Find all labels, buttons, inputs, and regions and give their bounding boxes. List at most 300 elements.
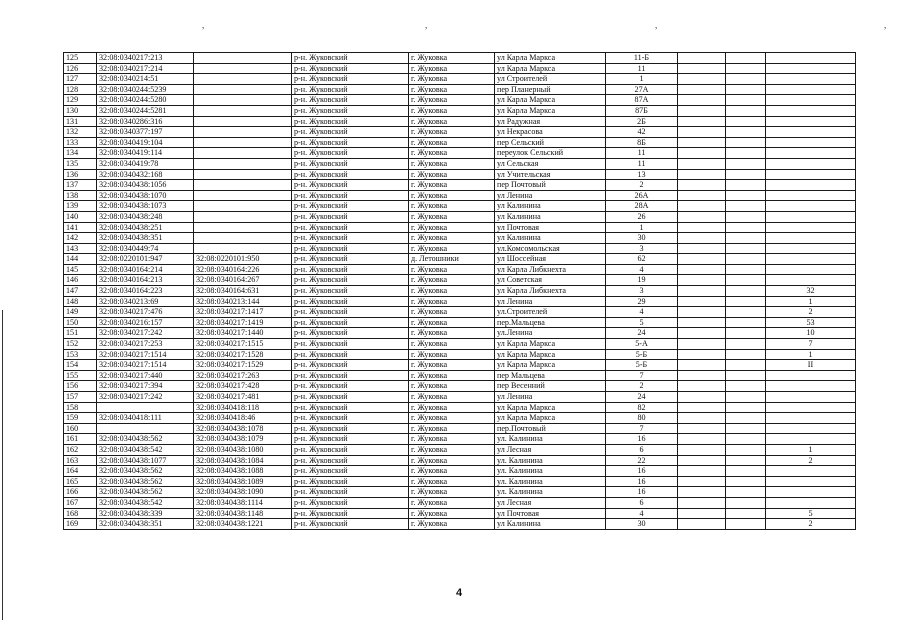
cell-extra-col-1 — [678, 84, 726, 95]
cell-locality: г. Жуковка — [409, 84, 495, 95]
cell-district: р-н. Жуковский — [292, 63, 409, 74]
cell-cadastral-number: 32:08:0340438:351 — [97, 519, 194, 530]
cell-cadastral-number: 32:08:0340438:1077 — [97, 455, 194, 466]
table-row — [64, 84, 856, 95]
cell-district: р-н. Жуковский — [292, 519, 409, 530]
cell-building-cadastral-number: 32:08:0340217:481 — [194, 392, 292, 403]
cell-locality: г. Жуковка — [409, 148, 495, 159]
cell-house-number: 3 — [606, 243, 678, 254]
cell-locality: г. Жуковка — [409, 466, 495, 477]
cell-extra-col-1 — [678, 211, 726, 222]
cell-district: р-н. Жуковский — [292, 476, 409, 487]
cell-house-number: 1 — [606, 222, 678, 233]
cell-row-number: 135 — [64, 158, 97, 169]
cell-locality: г. Жуковка — [409, 434, 495, 445]
cell-street: пер Почтовый — [495, 180, 606, 191]
cell-extra-col-1 — [678, 169, 726, 180]
cell-cadastral-number: 32:08:0340217:476 — [97, 307, 194, 318]
cell-extra-col-2 — [726, 413, 766, 424]
cell-cadastral-number: 32:08:0340214:51 — [97, 74, 194, 85]
cell-row-number: 134 — [64, 148, 97, 159]
cell-house-number: 1 — [606, 74, 678, 85]
cell-extra-col-2 — [726, 63, 766, 74]
cell-extra-col-1 — [678, 201, 726, 212]
cell-district: р-н. Жуковский — [292, 211, 409, 222]
cell-locality: г. Жуковка — [409, 190, 495, 201]
cell-row-number: 133 — [64, 137, 97, 148]
cell-building-cadastral-number — [194, 222, 292, 233]
cell-cadastral-number: 32:08:0340217:242 — [97, 392, 194, 403]
cell-house-number: 19 — [606, 275, 678, 286]
cell-district: р-н. Жуковский — [292, 423, 409, 434]
cell-street: ул Ленина — [495, 296, 606, 307]
cell-street: переулок Сельский — [495, 148, 606, 159]
cell-extra-col-3 — [766, 476, 856, 487]
cell-row-number: 159 — [64, 413, 97, 424]
cell-extra-col-2 — [726, 349, 766, 360]
cell-extra-col-2 — [726, 360, 766, 371]
cell-extra-col-2 — [726, 211, 766, 222]
cell-locality: г. Жуковка — [409, 476, 495, 487]
cell-row-number: 148 — [64, 296, 97, 307]
cell-locality: г. Жуковка — [409, 169, 495, 180]
cell-district: р-н. Жуковский — [292, 275, 409, 286]
cell-row-number: 130 — [64, 105, 97, 116]
cell-extra-col-1 — [678, 413, 726, 424]
cell-building-cadastral-number: 32:08:0340217:428 — [194, 381, 292, 392]
cell-extra-col-2 — [726, 317, 766, 328]
top-mark-4: , — [884, 20, 887, 30]
cell-cadastral-number: 32:08:0340438:351 — [97, 233, 194, 244]
cell-row-number: 160 — [64, 423, 97, 434]
cell-cadastral-number: 32:08:0340217:1514 — [97, 360, 194, 371]
cell-house-number: 2 — [606, 180, 678, 191]
table-row — [64, 455, 856, 466]
cell-house-number: 87А — [606, 95, 678, 106]
cell-cadastral-number: 32:08:0340216:157 — [97, 317, 194, 328]
cell-house-number: 4 — [606, 264, 678, 275]
cell-street: ул Лесная — [495, 497, 606, 508]
cell-extra-col-2 — [726, 339, 766, 350]
cell-street: ул.Строителей — [495, 307, 606, 318]
cell-row-number: 165 — [64, 476, 97, 487]
cell-extra-col-2 — [726, 519, 766, 530]
cell-row-number: 145 — [64, 264, 97, 275]
cell-house-number: 24 — [606, 392, 678, 403]
cell-building-cadastral-number — [194, 63, 292, 74]
table-row — [64, 339, 856, 350]
cell-locality: г. Жуковка — [409, 201, 495, 212]
table-row — [64, 53, 856, 64]
cell-house-number: 16 — [606, 487, 678, 498]
cell-street: ул Калинина — [495, 519, 606, 530]
cell-extra-col-3 — [766, 370, 856, 381]
cell-district: р-н. Жуковский — [292, 95, 409, 106]
cell-district: р-н. Жуковский — [292, 317, 409, 328]
cell-district: р-н. Жуковский — [292, 158, 409, 169]
cell-cadastral-number: 32:08:0340438:339 — [97, 508, 194, 519]
cell-cadastral-number: 32:08:0340438:251 — [97, 222, 194, 233]
cell-street: ул Карла Маркса — [495, 413, 606, 424]
cell-locality: г. Жуковка — [409, 360, 495, 371]
cell-cadastral-number: 32:08:0340377:197 — [97, 127, 194, 138]
page-number: 4 — [456, 587, 463, 599]
cell-district: р-н. Жуковский — [292, 444, 409, 455]
cell-extra-col-1 — [678, 158, 726, 169]
cell-extra-col-3 — [766, 381, 856, 392]
cell-extra-col-1 — [678, 476, 726, 487]
cell-extra-col-3 — [766, 211, 856, 222]
cell-cadastral-number: 32:08:0340164:213 — [97, 275, 194, 286]
table-row — [64, 444, 856, 455]
cell-row-number: 141 — [64, 222, 97, 233]
cell-street: ул Калинина — [495, 211, 606, 222]
cell-house-number: 5-Б — [606, 349, 678, 360]
cell-row-number: 126 — [64, 63, 97, 74]
cell-extra-col-2 — [726, 137, 766, 148]
table-row — [64, 434, 856, 445]
cell-extra-col-2 — [726, 455, 766, 466]
cell-extra-col-1 — [678, 455, 726, 466]
cell-extra-col-1 — [678, 307, 726, 318]
cell-row-number: 147 — [64, 286, 97, 297]
cell-extra-col-3 — [766, 53, 856, 64]
cell-street: пер Весенний — [495, 381, 606, 392]
cell-cadastral-number: 32:08:0220101:947 — [97, 254, 194, 265]
cell-building-cadastral-number: 32:08:0340164:267 — [194, 275, 292, 286]
cell-extra-col-3 — [766, 84, 856, 95]
cell-row-number: 155 — [64, 370, 97, 381]
table-row — [64, 105, 856, 116]
table-row — [64, 317, 856, 328]
cell-row-number: 131 — [64, 116, 97, 127]
table-row — [64, 116, 856, 127]
cell-extra-col-1 — [678, 349, 726, 360]
cell-locality: г. Жуковка — [409, 63, 495, 74]
table-row — [64, 74, 856, 85]
cell-building-cadastral-number — [194, 190, 292, 201]
cell-district: р-н. Жуковский — [292, 105, 409, 116]
cell-extra-col-3: II — [766, 360, 856, 371]
left-margin-rule — [2, 310, 3, 620]
top-mark-1: , — [202, 20, 205, 30]
cell-extra-col-3 — [766, 254, 856, 265]
cell-street: ул Карла Либкнехта — [495, 286, 606, 297]
cell-district: р-н. Жуковский — [292, 74, 409, 85]
cell-row-number: 169 — [64, 519, 97, 530]
cell-extra-col-3 — [766, 434, 856, 445]
cell-extra-col-2 — [726, 508, 766, 519]
cell-locality: г. Жуковка — [409, 137, 495, 148]
cell-house-number: 80 — [606, 413, 678, 424]
cell-district: р-н. Жуковский — [292, 169, 409, 180]
cell-locality: г. Жуковка — [409, 519, 495, 530]
table-row — [64, 148, 856, 159]
cell-street: ул Карла Маркса — [495, 339, 606, 350]
table-row — [64, 127, 856, 138]
cell-street: пер Сельский — [495, 137, 606, 148]
table-row — [64, 201, 856, 212]
cell-street: ул. Калинина — [495, 434, 606, 445]
cell-district: р-н. Жуковский — [292, 137, 409, 148]
cell-cadastral-number: 32:08:0340438:1073 — [97, 201, 194, 212]
cell-building-cadastral-number — [194, 148, 292, 159]
cell-locality: г. Жуковка — [409, 222, 495, 233]
cell-street: пер.Почтовый — [495, 423, 606, 434]
cell-street: ул. Калинина — [495, 466, 606, 477]
cell-cadastral-number: 32:08:0340217:1514 — [97, 349, 194, 360]
cell-street: ул Лесная — [495, 444, 606, 455]
cell-street: ул Шоссейная — [495, 254, 606, 265]
cell-extra-col-2 — [726, 127, 766, 138]
cell-extra-col-3 — [766, 243, 856, 254]
cell-house-number: 7 — [606, 423, 678, 434]
cell-extra-col-2 — [726, 275, 766, 286]
cell-house-number: 26А — [606, 190, 678, 201]
cell-row-number: 146 — [64, 275, 97, 286]
cell-row-number: 167 — [64, 497, 97, 508]
cell-row-number: 139 — [64, 201, 97, 212]
cell-house-number: 11 — [606, 63, 678, 74]
cell-extra-col-1 — [678, 508, 726, 519]
cell-locality: д. Летошники — [409, 254, 495, 265]
cell-district: р-н. Жуковский — [292, 296, 409, 307]
cell-house-number: 4 — [606, 508, 678, 519]
cell-building-cadastral-number: 32:08:0340438:1089 — [194, 476, 292, 487]
cell-extra-col-3 — [766, 392, 856, 403]
cell-building-cadastral-number: 32:08:0340217:1440 — [194, 328, 292, 339]
cell-house-number: 30 — [606, 233, 678, 244]
cell-row-number: 152 — [64, 339, 97, 350]
cell-locality: г. Жуковка — [409, 317, 495, 328]
cell-house-number: 62 — [606, 254, 678, 265]
cell-extra-col-2 — [726, 148, 766, 159]
cell-extra-col-1 — [678, 105, 726, 116]
cell-locality: г. Жуковка — [409, 211, 495, 222]
cell-house-number: 6 — [606, 444, 678, 455]
cell-cadastral-number: 32:08:0340217:394 — [97, 381, 194, 392]
cell-extra-col-1 — [678, 360, 726, 371]
cell-cadastral-number: 32:08:0340438:562 — [97, 487, 194, 498]
cell-house-number: 22 — [606, 455, 678, 466]
table-row — [64, 487, 856, 498]
cell-extra-col-2 — [726, 243, 766, 254]
cell-extra-col-2 — [726, 392, 766, 403]
table-row — [64, 328, 856, 339]
cell-extra-col-2 — [726, 222, 766, 233]
cell-street: ул.Комсомольская — [495, 243, 606, 254]
cell-locality: г. Жуковка — [409, 275, 495, 286]
cell-building-cadastral-number: 32:08:0340438:1078 — [194, 423, 292, 434]
cell-extra-col-3 — [766, 423, 856, 434]
cell-extra-col-1 — [678, 233, 726, 244]
cell-locality: г. Жуковка — [409, 296, 495, 307]
cell-extra-col-2 — [726, 254, 766, 265]
cell-extra-col-1 — [678, 497, 726, 508]
cell-extra-col-2 — [726, 84, 766, 95]
table-row — [64, 360, 856, 371]
cell-district: р-н. Жуковский — [292, 487, 409, 498]
cell-cadastral-number: 32:08:0340217:440 — [97, 370, 194, 381]
cell-row-number: 127 — [64, 74, 97, 85]
cell-cadastral-number: 32:08:0340286:316 — [97, 116, 194, 127]
cell-house-number: 13 — [606, 169, 678, 180]
table-row — [64, 497, 856, 508]
cell-cadastral-number: 32:08:0340164:214 — [97, 264, 194, 275]
cell-extra-col-1 — [678, 275, 726, 286]
cell-house-number: 11 — [606, 148, 678, 159]
cell-locality: г. Жуковка — [409, 392, 495, 403]
cell-street: ул Почтовая — [495, 222, 606, 233]
cell-district: р-н. Жуковский — [292, 222, 409, 233]
cell-cadastral-number: 32:08:0340419:114 — [97, 148, 194, 159]
table-row — [64, 466, 856, 477]
cell-street: пер.Мальцева — [495, 317, 606, 328]
cell-house-number: 4 — [606, 307, 678, 318]
cell-district: р-н. Жуковский — [292, 349, 409, 360]
cell-row-number: 140 — [64, 211, 97, 222]
cell-extra-col-2 — [726, 434, 766, 445]
cell-extra-col-2 — [726, 158, 766, 169]
cell-locality: г. Жуковка — [409, 413, 495, 424]
table-row — [64, 349, 856, 360]
cell-district: р-н. Жуковский — [292, 360, 409, 371]
cell-locality: г. Жуковка — [409, 508, 495, 519]
cell-building-cadastral-number: 32:08:0340438:1221 — [194, 519, 292, 530]
cell-district: р-н. Жуковский — [292, 180, 409, 191]
cell-cadastral-number — [97, 423, 194, 434]
cell-extra-col-3 — [766, 148, 856, 159]
cell-locality: г. Жуковка — [409, 307, 495, 318]
cell-building-cadastral-number: 32:08:0340438:1080 — [194, 444, 292, 455]
table-row — [64, 137, 856, 148]
table-row — [64, 211, 856, 222]
cell-extra-col-3 — [766, 466, 856, 477]
table-row — [64, 222, 856, 233]
top-mark-3: , — [655, 20, 658, 30]
cell-extra-col-3 — [766, 402, 856, 413]
cell-locality: г. Жуковка — [409, 444, 495, 455]
table-row — [64, 381, 856, 392]
cell-extra-col-3 — [766, 137, 856, 148]
cell-extra-col-2 — [726, 487, 766, 498]
cell-street: ул Калинина — [495, 201, 606, 212]
cell-extra-col-3 — [766, 201, 856, 212]
cell-row-number: 154 — [64, 360, 97, 371]
cell-street: ул Карла Маркса — [495, 360, 606, 371]
cell-extra-col-3 — [766, 222, 856, 233]
cell-extra-col-2 — [726, 466, 766, 477]
cell-district: р-н. Жуковский — [292, 53, 409, 64]
cell-row-number: 129 — [64, 95, 97, 106]
cell-extra-col-2 — [726, 264, 766, 275]
cell-locality: г. Жуковка — [409, 116, 495, 127]
cell-building-cadastral-number — [194, 169, 292, 180]
cell-extra-col-3: 7 — [766, 339, 856, 350]
cell-row-number: 142 — [64, 233, 97, 244]
cell-extra-col-2 — [726, 95, 766, 106]
cell-building-cadastral-number — [194, 105, 292, 116]
cell-district: р-н. Жуковский — [292, 434, 409, 445]
cell-cadastral-number: 32:08:0340419:104 — [97, 137, 194, 148]
cell-extra-col-3 — [766, 233, 856, 244]
cell-locality: г. Жуковка — [409, 180, 495, 191]
cell-district: р-н. Жуковский — [292, 254, 409, 265]
cell-row-number: 143 — [64, 243, 97, 254]
cell-cadastral-number: 32:08:0340217:214 — [97, 63, 194, 74]
cell-district: р-н. Жуковский — [292, 233, 409, 244]
cell-building-cadastral-number: 32:08:0340217:1515 — [194, 339, 292, 350]
cell-row-number: 153 — [64, 349, 97, 360]
cell-extra-col-1 — [678, 444, 726, 455]
cell-locality: г. Жуковка — [409, 74, 495, 85]
cell-extra-col-1 — [678, 137, 726, 148]
cell-locality: г. Жуковка — [409, 455, 495, 466]
table-row — [64, 307, 856, 318]
table-row — [64, 264, 856, 275]
cell-extra-col-2 — [726, 169, 766, 180]
cell-cadastral-number: 32:08:0340438:562 — [97, 476, 194, 487]
cell-extra-col-3: 10 — [766, 328, 856, 339]
cell-street: ул Советская — [495, 275, 606, 286]
cell-extra-col-3: 2 — [766, 519, 856, 530]
cell-district: р-н. Жуковский — [292, 381, 409, 392]
cell-district: р-н. Жуковский — [292, 201, 409, 212]
cell-extra-col-2 — [726, 53, 766, 64]
cell-extra-col-1 — [678, 286, 726, 297]
cell-extra-col-3 — [766, 413, 856, 424]
cell-cadastral-number: 32:08:0340418:111 — [97, 413, 194, 424]
table-row — [64, 190, 856, 201]
cell-house-number: 28А — [606, 201, 678, 212]
cell-street: ул Карла Маркса — [495, 105, 606, 116]
cell-extra-col-3 — [766, 180, 856, 191]
cell-locality: г. Жуковка — [409, 370, 495, 381]
cell-extra-col-3: 5 — [766, 508, 856, 519]
table-row — [64, 519, 856, 530]
cell-locality: г. Жуковка — [409, 264, 495, 275]
cell-extra-col-1 — [678, 423, 726, 434]
cell-extra-col-1 — [678, 519, 726, 530]
cell-extra-col-3: 2 — [766, 307, 856, 318]
cell-building-cadastral-number — [194, 243, 292, 254]
cell-cadastral-number: 32:08:0340438:1056 — [97, 180, 194, 191]
cell-extra-col-1 — [678, 148, 726, 159]
cell-house-number: 16 — [606, 476, 678, 487]
table-row — [64, 233, 856, 244]
table-row — [64, 370, 856, 381]
cell-building-cadastral-number: 32:08:0340164:226 — [194, 264, 292, 275]
cell-house-number: 11-Б — [606, 53, 678, 64]
cell-district: р-н. Жуковский — [292, 339, 409, 350]
cell-locality: г. Жуковка — [409, 349, 495, 360]
cell-extra-col-2 — [726, 74, 766, 85]
cell-building-cadastral-number: 32:08:0340438:1088 — [194, 466, 292, 477]
table-row — [64, 402, 856, 413]
cell-extra-col-3 — [766, 127, 856, 138]
cell-row-number: 149 — [64, 307, 97, 318]
cell-extra-col-1 — [678, 254, 726, 265]
cell-locality: г. Жуковка — [409, 381, 495, 392]
cell-street: ул Радужная — [495, 116, 606, 127]
cell-extra-col-1 — [678, 95, 726, 106]
cell-extra-col-1 — [678, 381, 726, 392]
cell-cadastral-number: 32:08:0340419:78 — [97, 158, 194, 169]
cell-extra-col-1 — [678, 466, 726, 477]
cell-building-cadastral-number: 32:08:0340217:1528 — [194, 349, 292, 360]
cell-street: ул. Калинина — [495, 455, 606, 466]
cell-house-number: 42 — [606, 127, 678, 138]
